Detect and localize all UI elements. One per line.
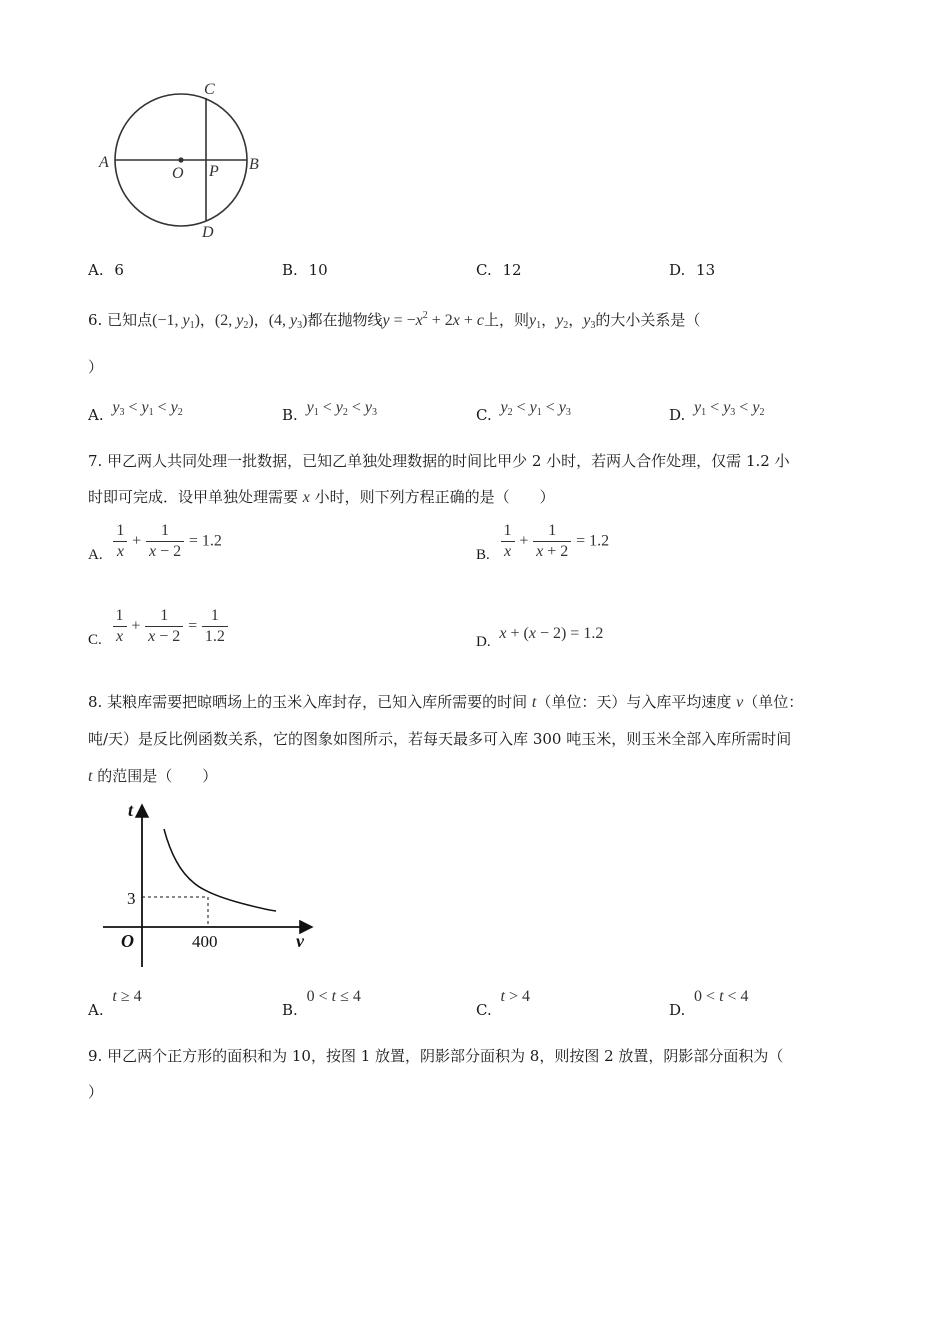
option-letter: D. (669, 1001, 686, 1019)
q7-text: 小时，则下列方程正确的是（ ） (309, 488, 555, 506)
operator: + (132, 532, 142, 550)
point-1: (−1, $y_1$) (152, 312, 200, 331)
fraction: $\frac{1}{x - 2}$ (146, 521, 184, 562)
var-t: t (531, 694, 537, 711)
q8-option-b[interactable] (282, 985, 361, 1019)
q8-text: 某粮库需要把晾晒场上的玉米入库封存，已知入库所需要的时间 (107, 693, 532, 711)
fraction: $\frac{1}{x + 2}$ (533, 521, 571, 562)
q8-option-d[interactable] (669, 985, 749, 1019)
point-2: (2, $y_2$) (214, 312, 254, 331)
q8-text: （单位：天）与入库平均速度 (536, 693, 737, 711)
option-letter: D. (669, 406, 686, 424)
option-letter: B. (282, 406, 298, 424)
option-math: $y_3 < y_1 < y_2$ (112, 399, 183, 418)
y-mark-label: 3 (127, 889, 136, 908)
q6-option-a[interactable] (88, 396, 183, 424)
q7-text: 时即可完成．设甲单独处理需要 (88, 488, 303, 506)
q8-option-c[interactable] (476, 985, 530, 1019)
option-math: 0 < t ≤ 4 (306, 988, 361, 1005)
q6-text: 上，则 (484, 311, 530, 329)
inverse-proportion-graph (98, 795, 323, 970)
option-letter: D. (669, 261, 686, 279)
option-math: $y_1 < y_3 < y_2$ (694, 399, 765, 418)
t-axis-label: t (128, 800, 134, 820)
operator: + (519, 532, 529, 550)
option-math: x + (x − 2) = 1.2 (499, 625, 604, 642)
v-axis-label: v (296, 931, 304, 951)
q8-stem-line-3 (88, 765, 217, 788)
q7-option-c[interactable] (88, 606, 228, 647)
fraction: $\frac{1}{x}$ (501, 521, 515, 562)
q9-text: 甲乙两个正方形的面积和为 10，按图 1 放置，阴影部分面积为 8，则按图 2 放置，阴影部分面积为（ (107, 1047, 784, 1065)
q7-stem-line-1 (88, 450, 790, 472)
curve (164, 829, 276, 911)
q5-option-d[interactable] (669, 259, 715, 281)
label-c: C (204, 81, 215, 98)
center-point (178, 157, 183, 162)
option-letter: B. (476, 547, 490, 563)
var-y3: $y_3$ (583, 312, 596, 331)
q8-option-a[interactable] (88, 985, 142, 1019)
q7-option-d[interactable] (476, 624, 604, 650)
q9-stem-line-1 (88, 1045, 783, 1067)
option-letter: A. (88, 547, 103, 563)
fraction: $\frac{1}{1.2}$ (202, 606, 228, 647)
q7-option-b[interactable] (476, 521, 609, 562)
option-value: 10 (308, 261, 328, 279)
var-y1: $y_1$ (529, 312, 542, 331)
q8-text: 的范围是（ ） (92, 767, 218, 785)
option-value: 6 (114, 261, 124, 279)
option-letter: C. (476, 406, 492, 424)
option-math: $y_1 < y_2 < y_3$ (306, 399, 377, 418)
var-v: v (736, 694, 744, 711)
q7-text: 甲乙两人共同处理一批数据，已知乙单独处理数据的时间比甲少 2 小时，若两人合作处理，仅需 1.2 小 (107, 452, 790, 470)
var-x: x (302, 489, 310, 506)
q6-text: ） (88, 358, 104, 376)
equals-value: = 1.2 (188, 532, 222, 550)
option-letter: B. (282, 1001, 298, 1019)
option-value: 12 (502, 261, 522, 279)
option-letter: A. (88, 261, 104, 279)
option-letter: A. (88, 1001, 104, 1019)
q6-option-c[interactable] (476, 396, 571, 424)
option-math: 0 < t < 4 (694, 988, 749, 1005)
q9-stem-line-2 (88, 1081, 103, 1103)
q6-text: 已知点 (107, 311, 153, 329)
x-mark-label: 400 (192, 932, 218, 951)
label-d: D (202, 224, 214, 241)
option-letter: C. (88, 632, 102, 648)
var-y2: $y_2$ (556, 312, 569, 331)
label-a: A (99, 154, 109, 171)
fraction: $\frac{1}{x - 2}$ (145, 606, 183, 647)
q8-stem-line-2 (88, 728, 791, 750)
option-letter: B. (282, 261, 298, 279)
label-b: B (249, 156, 259, 173)
origin-label: O (121, 931, 134, 951)
q7-stem-line-2 (88, 486, 555, 509)
q7-option-a[interactable] (88, 521, 222, 562)
q9-text: ） (88, 1083, 104, 1101)
option-value: 13 (696, 261, 716, 279)
q6-stem (88, 305, 700, 337)
var-t: t (88, 768, 93, 785)
q8-stem-line-1 (88, 691, 803, 714)
separator: ， (541, 311, 557, 329)
separator: ， (253, 311, 269, 329)
option-letter: C. (476, 261, 492, 279)
circle-figure (96, 80, 271, 245)
q6-stem-close (88, 356, 103, 378)
q6-option-d[interactable] (669, 396, 764, 424)
separator: ， (199, 311, 215, 329)
option-letter: C. (476, 1001, 492, 1019)
point-3: (4, $y_3$) (268, 312, 308, 331)
option-math: $y_2 < y_1 < y_3$ (500, 399, 571, 418)
option-letter: D. (476, 634, 491, 650)
operator: + (131, 617, 141, 635)
q5-option-a[interactable] (88, 259, 124, 281)
q8-text: （单位： (743, 693, 804, 711)
parabola-equation: $y = -x^2 + 2x + c$ (382, 310, 485, 329)
label-o: O (172, 165, 184, 182)
option-math: t > 4 (500, 988, 530, 1005)
separator: ， (568, 311, 584, 329)
q6-text: 的大小关系是（ (595, 311, 701, 329)
question-number: 6. (88, 311, 103, 329)
question-number: 9. (88, 1047, 103, 1065)
question-number: 7. (88, 452, 103, 470)
q6-text: 都在抛物线 (307, 311, 383, 329)
fraction: $\frac{1}{x}$ (113, 606, 127, 647)
operator: = (188, 617, 198, 635)
q6-option-b[interactable] (282, 396, 377, 424)
q8-text: 吨/天）是反比例函数关系，它的图象如图所示，若每天最多可入库 300 吨玉米，则玉米全部入库所需时间 (88, 730, 792, 748)
label-p: P (209, 163, 219, 180)
option-math: t ≥ 4 (112, 988, 142, 1005)
option-letter: A. (88, 406, 104, 424)
fraction: $\frac{1}{x}$ (113, 521, 127, 562)
equals-value: = 1.2 (576, 532, 610, 550)
q5-option-b[interactable] (282, 259, 328, 281)
question-number: 8. (88, 693, 103, 711)
q5-option-c[interactable] (476, 259, 522, 281)
